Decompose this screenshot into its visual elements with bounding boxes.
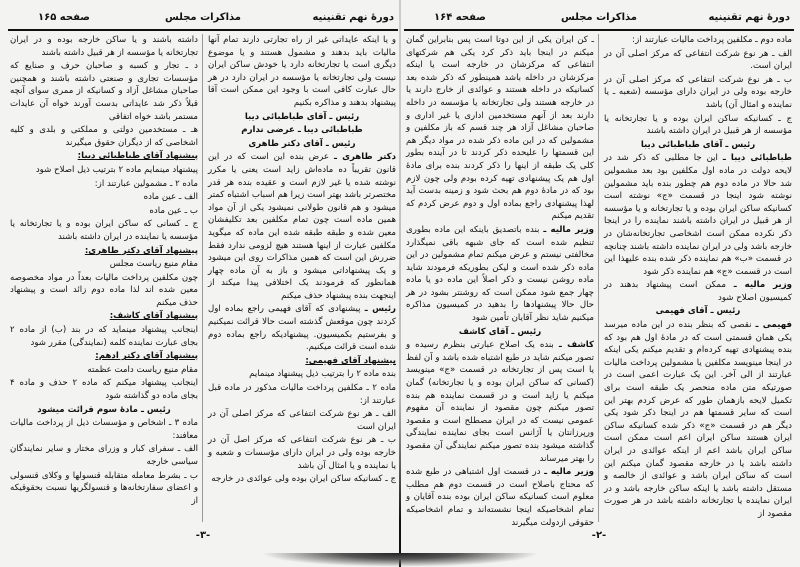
paragraph-text: رئیس ـ آقای دکتر طاهری (248, 138, 356, 149)
paragraph (10, 205, 198, 218)
speech-paragraph (604, 152, 792, 278)
paragraph-text: ج ـ کسانیکه ساکن ایران بوده و یا تجارتخانه یا مؤسسه از هر قبیل در ایران داشته باشند (604, 113, 792, 137)
paragraph-text: ج ـ کسانی که ساکن ایران بوده و یا تجارتخانه یا مؤسسه یا نماینده در ایران داشته باشند (10, 219, 198, 242)
paragraph-text: پیشنهاد آقای طباطبائی دیبا: (77, 151, 198, 162)
paragraph-text: ماده دوم ـ مکلفین پرداخت مالیات عبارتند از: (632, 35, 792, 45)
speaker-name: دکتر طاهری ـ (333, 152, 397, 163)
paragraph-text: چون مکلفین پرداخت مالیات بعداً در مواد مخصوصه معین شده اند لذا ماده دوم زائد است و پیشنهاد حذف میکنم (10, 272, 198, 308)
text-column-left (10, 34, 198, 522)
paragraph (208, 368, 396, 381)
speaker-name: وزیر مالیه ـ (733, 280, 792, 291)
paragraph (10, 470, 198, 508)
proposal-heading (10, 150, 198, 163)
column-divider (202, 34, 203, 522)
paragraph (10, 124, 198, 149)
page-number: صفحه ۱۶۴ (434, 12, 486, 23)
speech-paragraph (208, 151, 396, 302)
running-title: مذاکرات مجلس (560, 12, 637, 23)
page-165 (8, 0, 398, 567)
paragraph-text: د ـ تجار و کسبه و صاحبان حرف و صنایع که مؤسسات تجاری و صنعتی داشته باشند و همچنین صاحبان مشاغل آزاد و کسانیکه از ممری سوای آنچه قبلاً ذکر شد عایداتی بدست آورند خواه آن عایدات مستمر باشد خواه اتفاقی (10, 61, 198, 122)
paragraph (604, 48, 792, 73)
paragraph-text: طباطبائی دیبا ـ عرضی ندارم (241, 125, 363, 136)
paragraph-text: پیشنهاد آقای فهیمی: (305, 355, 396, 366)
header-rule (8, 29, 398, 31)
paragraph-text: ممکن است پیشنهاد بدهند در کمیسیون اصلاح شود (604, 280, 792, 303)
paragraph-text: هـ ـ مستخدمین دولتی و مملکتی و بلدی و کلیه اشخاصی که از دیگران حقوق میگیرند (10, 125, 198, 148)
paragraph-text: پیشنهاد مینمایم ماده ۲ بترتیب ذیل اصلاح شود (35, 164, 198, 175)
speaker-call (208, 111, 396, 124)
paragraph (208, 434, 396, 472)
paragraph (10, 258, 198, 271)
paragraph-text: الف ـ عین ماده (143, 192, 198, 203)
speaker-name: کاشف ـ (558, 340, 594, 351)
paragraph-text: در قسمت اول اشتباهی در طبع شده که محتاج باصلاح است در قسمت دوم هم مطلب معلوم است کسانیکه ساکن ایران بوده بنده آقایان و تمام اشخاصیکه اینجا نشسته‌اند و تمام اشخاصیکه حقوقی ازدولت میگیرند (406, 467, 594, 528)
paragraph-text: پیشنهاد آقای دکتر ادهم: (95, 351, 198, 362)
paragraph-text: ج ـ کسانیکه ساکن ایران بوده ولی عوائدی در خارجه (211, 474, 396, 485)
paragraph-text: بنده یک اصلاح عبارتی بنظرم رسیده و تصور میکنم شاید در طبع اشتباه شده باشد و آن لفظ یا است پس از تجارتخانه در قسمت «ج» مینویسد (کسانی که ساکن ایران بوده و یا تجارتخانه) گمان میکنم یا زاید است و در قسمت نماینده هم بنده تصور میکنم چون مقصود از نماینده آن مفهوم عمومی نیست که در ایران مصطلح است و مقصود ورپرزانتان یا آژانس است بجای نماینده نمایندگی گذاشته میشود بنده تصور میکنم نمایندگی آن مقصود را بهتر میرساند (406, 340, 594, 464)
paragraph-text: رئیس ـ آقای فهیمی (655, 306, 741, 317)
speaker-call (10, 404, 198, 417)
speaker-name: رئیس ـ (364, 304, 396, 315)
paragraph-text: ـ کن ایران یکی از این دوتا است پس بنابراین گمان میکنم در اینجا باید ذکر کرد یکی هم شرکتهای انتفاعی که مرکزشان در خارجه است یا اینکه مرکزشان در داخله باشد همینطور که ذکر شده بعد کسانیکه در داخله هستند و عوائدی از خارج دارند یا در خارجه هستند ولی تجارتخانه یا مؤسسه در داخله دارند بعد از آنهم مستخدمین اداری یا غیر اداری و صاحبان مشاغل آزاد هر چند قسم که باز مکلفین و مشمولین که در این ماده ذکر شده در مواد دیگر هم این قسمتها را علیحده ذکر کردند تا در آینده بطور کلی یک طبقه از اینها را ذکر کردند بنده برای مادهٔ اول هم یک پیشنهادی تهیه کرده بودم ولی چون لازم بود که در مادهٔ دوم هم بحث شود و زمینه بدست آید لهذا پیشنهادی راجع بماده اول و دوم عرض کردم که تقدیم میکنم (406, 35, 594, 222)
page-header (8, 12, 398, 28)
paragraph-text: ماده ۳ ـ اشخاص و مؤسسات ذیل از پرداخت مالیات معافند: (10, 418, 198, 441)
paragraph (10, 377, 198, 402)
paragraph (10, 272, 198, 310)
speech-paragraph (604, 319, 792, 521)
paragraph-text: این جا مطلبی که ذکر شد در لایحه دولت در ماده اول مکلفین بود بعد مشمولین شد حالا در ماده دوم هم چطور بنده باید مشمولین نوشته شود اینجا در قسمت «ج» نوشته است کسانیکه ساکن ایران بوده و یا تجارتخانه و یا مؤسسه از هر قبیل در ایران داشته باشند نماینده را در اینجا ذکر نکرده ممکن است اشخاصی تجارتخانه‌شان در خارجه باشد ولی در ایران نماینده داشته باشند چنانچه در قسمت «ب» هم نماینده ذکر شده بنده علیهذا این است در قسمت «ج» هم نماینده ذکر شود (604, 153, 792, 277)
proposal-heading (10, 350, 198, 363)
paragraph (406, 34, 594, 223)
paragraph-text: پیشنهاد آقای دکتر طاهری: (84, 245, 198, 256)
paragraph-text: نقصی که بنظر بنده در این ماده میرسد یکی همان قسمتی است که در مادهٔ اول هم بود که بنده پیشنهادی تهیه کرده‌ام و تقدیم میکنم یکی اینکه در اینجا مینویسد مکلفین یا مشمولین پرداخت مالیات عبارتند از الی آخر. این یک عبارت اعمی است در صورتیکه متن ماده منحصر یک طبقه است برای تکمیل لایحه بازهمان طور که عرض کردم بهتر این است که سایر قسمتها هم در اینجا ذکر شود یکی دیگر هم در قسمت «ج» ذکر شده کسانیکه ساکن ایران هستند ساکن ایران اعم است ممکن است ساکن ایران باشد اعم از اینکه عوائدی در ایران داشته باشد یا در خارجه مقصود گمان میکنم این است که ساکن ایران باشد و عوائدی از خالصه و مستقل داشته باشد یا اینکه ساکن خارجه باشد و در ایران نماینده یا تجارتخانه داشته باشد در هر صورت مقصود از (604, 320, 792, 519)
header-rule (404, 29, 794, 31)
page-number: صفحه ۱۶۵ (38, 12, 90, 23)
paragraph-text: عرض بنده این است که در این قانون تقریباً ده ماده‌اش زاید است یعنی یا مکرر نوشته شده یا غیر لازم است و عقیده بنده هر قدر مختصرتر باشد بهتر است زیرا هم اسباب اشتباه کمتر میشود و هم قانون طولانی نمیشود یکی از آن مواد همین ماده است چون تمام مکلفین بعد تکلیفشان معین شده و طبقه طبقه شده این ماده که میگوید مکلفین عبارت از اینها هستند هیچ لزومی ندارد فقط ضررش این است که همین مذاکرات روی این میشود و یک پیشنهاداتی میشود و باز به آن ماده چهار همانطور که فرمودند یک اختلافی پیدا میکند از اینجهت بنده پیشنهاد حذف میکنم (208, 152, 396, 301)
speaker-call (604, 305, 792, 318)
paragraph (10, 164, 198, 177)
paragraph-text: ب ـ بشرط معامله متقابله قنسولها و وکلای قنسولی و اعضای سفارتخانه‌ها و قنسولگریها نسبت بحقوقیکه از (10, 470, 198, 506)
paragraph-text: ب ـ هر نوع شرکت انتفاعی که مرکز اصل آن در خارجه بوده ولی در ایران دارای مؤسسات و شعبه و یا نماینده و یا امثال آن باشد (208, 435, 396, 471)
speech-paragraph (208, 303, 396, 353)
speech-paragraph (406, 224, 594, 325)
paragraph (10, 178, 198, 191)
speech-paragraph (406, 466, 594, 529)
speaker-name: وزیر مالیه ـ (543, 224, 595, 235)
speaker-call (604, 139, 792, 152)
paragraph-text: داشته باشند و یا ساکن خارجه بوده و در ایران تجارتخانه یا مؤسسه از هر قبیل داشته باشند (10, 35, 198, 58)
paragraph (10, 191, 198, 204)
paragraph-text: اینجانب پیشنهاد میکنم که ماده ۲ حذف و ماده ۴ بجای ماده دو گذاشته شود (10, 378, 198, 402)
paragraph-text: ماده ۲ ـ مشمولین عبارتند از: (94, 178, 198, 189)
paragraph (604, 34, 792, 47)
speaker-name: طباطبائی دیبا ـ (722, 153, 793, 164)
speaker-name: وزیر مالیه ـ (544, 467, 595, 478)
paragraph-text: الف ـ هر نوع شرکت انتفاعی که مرکز اصلی آن در ایران است. (604, 48, 792, 72)
page-164 (404, 0, 794, 567)
paragraph (604, 74, 792, 112)
text-column-right (208, 34, 396, 522)
book-spine (399, 0, 401, 567)
text-column-left (406, 34, 595, 528)
paragraph-text: ب ـ هر نوع شرکت انتفاعی که مرکز اصلی آن در خارجه بوده ولی در ایران دارای مؤسسه (شعبه ـ یا نماینده و امثال آن) باشد (604, 74, 792, 110)
session-label: دورهٔ نهم تقنینیه (708, 12, 790, 23)
paragraph (604, 113, 792, 138)
paragraph-text: الف ـ سفرای کبار و وزرای مختار و سایر نمایندگان سیاسی خارجه (10, 444, 198, 467)
running-title: مذاکرات مجلس (164, 12, 241, 23)
paragraph (10, 324, 198, 349)
speaker-call (208, 138, 396, 151)
paragraph-text: رئیس ـ آقای طباطبائی دیبا (640, 139, 756, 150)
paragraph-text: بنده ماده ۲ را بترتیب ذیل پیشنهاد مینمایم (249, 369, 396, 380)
speaker-name: فهیمی ـ (755, 320, 792, 331)
speech-paragraph (604, 279, 792, 304)
paragraph-text: بنده باتصدیق باینکه این ماده بطوری تنظیم شده است که جای شبهه باقی نمیگذارد مخالفتی نیستم و عرض میکنم تمام مشمولین در این ماده ذکر شده است و لیکن بطوریکه فرمودند شاید ماده روشن نیست و ذکر اصلاً این ماده دو یا ماده چهار جمع شود ممکن است که روشنتر بشود در هر حال حالا پیشنهادها را بدهید در کمیسیون مذاکره میکنیم شاید نظر آقایان تأمین شود (406, 224, 594, 324)
proposal-heading (10, 245, 198, 258)
proposal-heading (10, 310, 198, 323)
paragraph (10, 443, 198, 468)
text-column-right (604, 34, 792, 522)
paragraph (208, 408, 396, 433)
paragraph-text: پیشنهادی که آقای فهیمی راجع بماده اول کردند چون موقعش گذشته است حالا قرائت نمیکنیم و بفرستیم بکمیسیون. پیشنهادیکه راجع بماده دوم شده است قرائت میکنیم. (208, 304, 396, 353)
paragraph-text: رئیس ـ آقای کاشف (458, 326, 542, 337)
paragraph (208, 382, 396, 407)
page-footer-number: -۳- (195, 530, 211, 541)
page-footer-number: -۲- (591, 530, 607, 541)
speech-paragraph (406, 339, 594, 465)
paragraph (10, 34, 198, 59)
paragraph-text: مقام منیع ریاست دامت عظمته (87, 364, 198, 375)
paragraph (10, 364, 198, 377)
paragraph-text: پیشنهاد آقای کاشف: (109, 311, 198, 322)
speaker-call (208, 124, 396, 137)
paragraph (10, 417, 198, 442)
paragraph-text: و یا اینکه عایداتی غیر از راه تجارتی دارند تمام آنها مالیات باید بدهند و مشمول هستند و یا موضوع دیگری است یا تجارتخانه دارد یا خودش ساکن ایران نیست ولی تجارتخانه یا مؤسسه در ایران دارد در هر حال عبارت کافی است با وجود این ممکن است آقا پیشنهاد بدهند و مذاکره بکنیم (208, 35, 396, 108)
paragraph-text: الف ـ هر نوع شرکت انتفاعی که مرکز اصلی آن در ایران است (208, 409, 396, 432)
paragraph-text: مقام منیع ریاست مجلس (109, 259, 198, 270)
column-divider (598, 34, 599, 522)
paragraph-text: رئیس ـ آقای طباطبائی دیبا (244, 111, 360, 122)
paragraph (208, 473, 396, 486)
page-header (404, 12, 794, 28)
proposal-heading (208, 355, 396, 368)
paragraph (10, 218, 198, 243)
paragraph-text: اینجانب پیشنهاد مینماید که در بند (ب) از ماده ۲ بجای عبارت نماینده کلمه (نمایندگی) مقرر شود (10, 325, 198, 348)
speaker-call (406, 326, 594, 339)
session-label: دورهٔ نهم تقنینیه (312, 12, 394, 23)
paragraph (10, 60, 198, 123)
paragraph-text: رئیس ـ مادهٔ سوم قرائت میشود (37, 404, 171, 415)
paragraph-text: ب ـ عین ماده (149, 205, 198, 216)
paragraph (208, 34, 396, 110)
paragraph-text: ماده ۲ ـ مکلفین پرداخت مالیات مذکور در ماده قبل عبارتند از: (208, 383, 396, 406)
